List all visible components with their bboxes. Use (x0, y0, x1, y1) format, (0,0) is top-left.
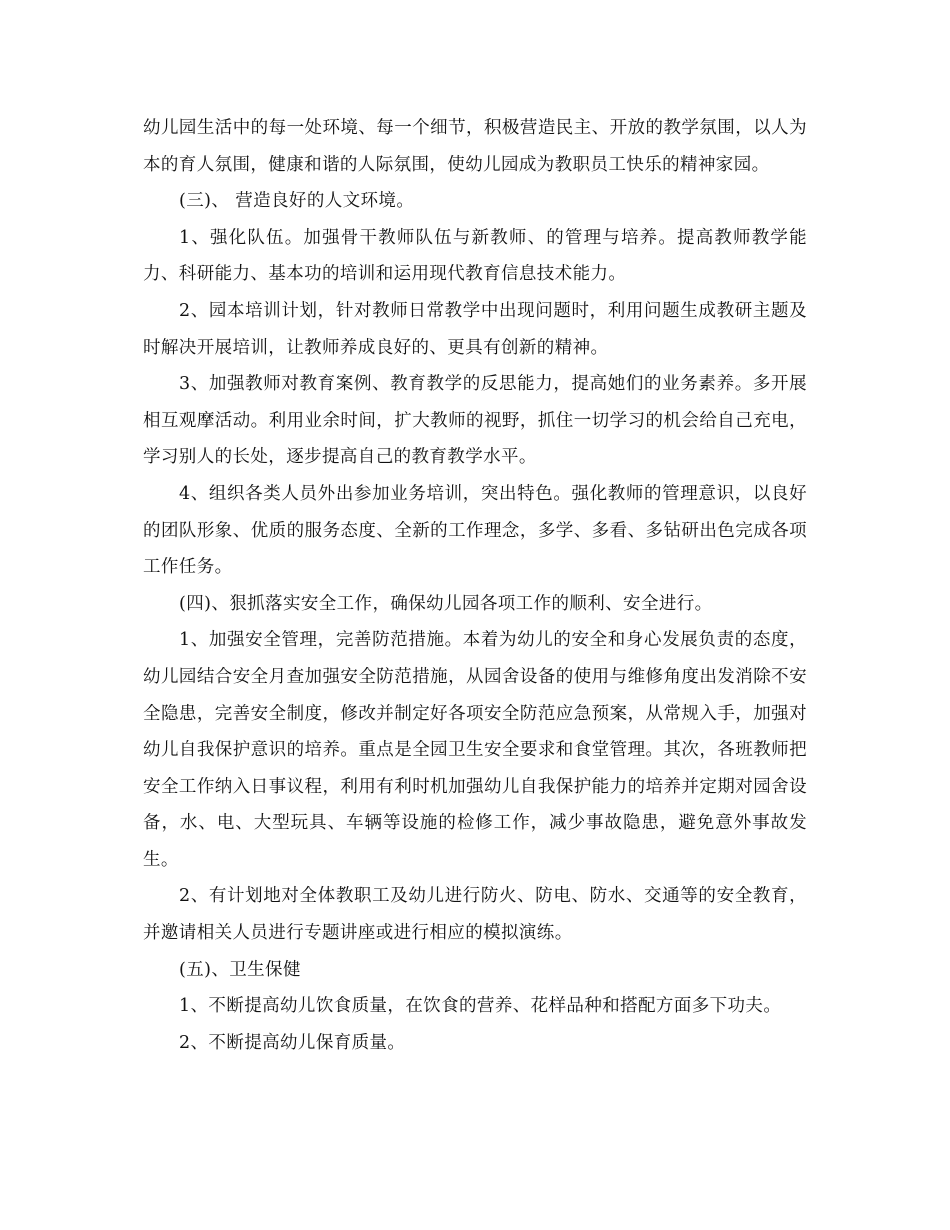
paragraph-5-2: 2、不断提高幼儿保育质量。 (179, 1032, 406, 1053)
section-heading-5: (五)、卫生保健 (179, 959, 301, 980)
paragraph-4-1: 1、加强安全管理，完善防范措施。本着为幼儿的安全和身心发展负责的态度，幼儿园结合安全月查加强安全防范措施，从园舍设备的使用与维修角度出发消除不安全隐患，完善安全制度，修改并制定好各项安全防范应急预案，从常规入手，加强对幼儿自我保护意识的培养。重点是全园卫生安全要求和食堂管理。其次，各班教师把安全工作纳入日事议程，利用有利时机加强幼儿自我保护能力的培养并定期对园舍设备，水、电、大型玩具、车辆等设施的检修工作，减少事故隐患，避免意外事故发生。 (143, 630, 807, 870)
section-heading-4: (四)、狠抓落实安全工作，确保幼儿园各项工作的顺利、安全进行。 (179, 593, 713, 614)
paragraph-4-2: 2、有计划地对全体教职工及幼儿进行防火、防电、防水、交通等的安全教育，并邀请相关人员进行专题讲座或进行相应的模拟演练。 (143, 886, 807, 944)
paragraph-3-3: 3、加强教师对教育案例、教育教学的反思能力，提高她们的业务素养。多开展相互观摩活动。利用业余时间，扩大教师的视野，抓住一切学习的机会给自己充电，学习别人的长处，逐步提高自己的教育教学水平。 (143, 374, 807, 468)
document-body (143, 110, 807, 1061)
paragraph-3-2: 2、园本培训计划，针对教师日常教学中出现问题时，利用问题生成教研主题及时解决开展培训，让教师养成良好的、更具有创新的精神。 (143, 300, 807, 358)
paragraph-3-1: 1、强化队伍。加强骨干教师队伍与新教师、的管理与培养。提高教师教学能力、科研能力、基本功的培训和运用现代教育信息技术能力。 (143, 227, 807, 285)
section-heading-3: (三)、 营造良好的人文环境。 (179, 191, 415, 212)
paragraph-3-4: 4、组织各类人员外出参加业务培训，突出特色。强化教师的管理意识，以良好的团队形象、优质的服务态度、全新的工作理念，多学、多看、多钻研出色完成各项工作任务。 (143, 483, 807, 578)
paragraph-5-1: 1、不断提高幼儿饮食质量，在饮食的营养、花样品种和搭配方面多下功夫。 (179, 996, 782, 1017)
paragraph-1: 幼儿园生活中的每一处环境、每一个细节，积极营造民主、开放的教学氛围，以人为本的育人氛围，健康和谐的人际氛围，使幼儿园成为教职员工快乐的精神家园。 (143, 118, 807, 175)
